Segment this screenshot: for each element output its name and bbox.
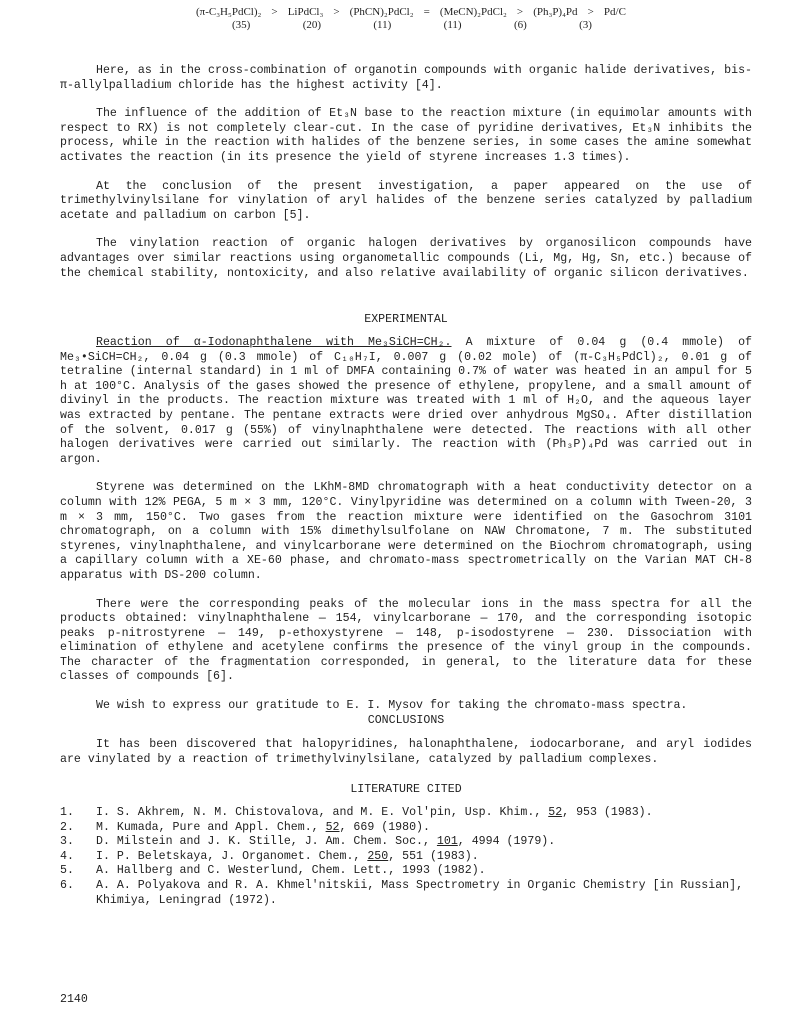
reference-volume: 250 [367, 849, 389, 863]
reference-text: A. Hallberg and C. Westerlund, Chem. Lett., 1993 (1982). [96, 864, 486, 878]
series-item: (π-C₃H₅PdCl)₂ [196, 6, 262, 18]
series-item: (Ph₃P)₄Pd [533, 6, 578, 18]
paragraph: There were the corresponding peaks of the molecular ions in the mass spectra for all the products obtained: vinylnaphthalene — 154, vinylcarborane — 170, and the corresponding isotopic peaks p-nitrostyrene — 149, p-ethoxystyrene — 148, p-isodostyrene — 230. Dissociation with elimination of ethylene and acetylene confirms the presence of the vinyl group in the compounds. The character of the fragmentation corresponded, in general, to the literature data for these classes of compounds [6]. [60, 597, 752, 684]
reference-item [60, 879, 752, 908]
series-value: (35) [232, 19, 251, 31]
series-item: LiPdCl₃ [287, 6, 324, 18]
experimental-section [60, 336, 752, 714]
paragraph: The vinylation reaction of organic halogen derivatives by organosilicon compounds have advantages over similar reactions using organometallic compounds (Li, Mg, Hg, Sn, etc.) because of the chemical stability, nontoxicity, and also relative availability of organic silicon derivatives. [60, 237, 752, 280]
reference-item [60, 864, 752, 879]
reference-text: M. Kumada, Pure and Appl. Chem., 52, 669 (1980). [96, 820, 430, 834]
paragraph [60, 336, 752, 467]
literature-heading: LITERATURE CITED [350, 783, 462, 796]
paragraph: Styrene was determined on the LKhM-8MD chromatograph with a heat conductivity detector on a column with 12% PEGA, 5 m × 3 mm, 120°C. Vinylpyridine was determined on a column with Tween-20, 3 m × 3 mm, 150°C. Two gases from the reaction mixture were identified on the Gasochrom 3101 chromatograph, on a column with 15% dimethylsulfolane on NAW Chromatone, 7 m. The substituted styrenes, vinylnaphthalene, and vinylcarborane were determined on the Biochrom chromatograph, using a capillary column with a XE-60 phase, and chromato-mass spectrometrically on the Varian MAT CH-8 apparatus with DS-200 column. [60, 481, 752, 582]
series-values [196, 19, 626, 32]
catalyst-activity-series [196, 6, 626, 32]
series-separator: > [333, 6, 340, 18]
series-item: (MeCN)₂PdCl₂ [439, 6, 507, 18]
series-value: (20) [302, 19, 322, 31]
conclusions-heading: CONCLUSIONS [367, 714, 445, 727]
paragraph: We wish to express our gratitude to E. I. Mysov for taking the chromato-mass spectra. [96, 699, 688, 713]
series-value: (11) [373, 19, 392, 31]
reference-number: 2. [60, 820, 74, 834]
reference-item [60, 821, 752, 836]
paragraph: Here, as in the cross-combination of organotin compounds with organic halide derivatives, bis-π-allylpalladium chloride has the highest activity [4]. [60, 64, 752, 92]
series-separator: = [423, 6, 430, 18]
series-value: (6) [513, 19, 527, 31]
conclusions-section [60, 738, 752, 767]
reference-number: 6. [60, 878, 74, 892]
series-separator: > [271, 6, 278, 18]
reference-volume: 101 [436, 835, 458, 849]
reference-volume: 52 [325, 820, 340, 834]
series-item: Pd/C [603, 6, 626, 18]
series-value: (11) [443, 19, 462, 31]
reference-text: I. P. Beletskaya, J. Organomet. Chem., 250, 551 (1983). [96, 849, 479, 863]
reference-number: 5. [60, 864, 74, 878]
series-item: (PhCN)₂PdCl₂ [349, 6, 414, 18]
reference-text: A. A. Polyakova and R. A. Khmel'nitskii, Mass Spectrometry in Organic Chemistry [in Russian], Khimiya, Leningrad (1972). [96, 878, 744, 907]
series-formulas [196, 6, 626, 19]
series-value: (3) [579, 19, 592, 31]
experimental-heading: EXPERIMENTAL [364, 313, 448, 326]
reference-number: 4. [60, 849, 74, 863]
discussion-section [60, 64, 752, 281]
paragraph: It has been discovered that halopyridines, halonaphthalene, iodocarborane, and aryl iodides are vinylated by a reaction of trimethylvinylsilane, catalyzed by palladium complexes. [60, 738, 752, 766]
reference-text: D. Milstein and J. K. Stille, J. Am. Chem. Soc., 101, 4994 (1979). [96, 835, 556, 849]
paragraph: The influence of the addition of Et₃N base to the reaction mixture (in equimolar amounts with respect to RX) is not completely clear-cut. In the case of pyridine derivatives, Et₃N inhibits the process, while in the reaction with halides of the benzene series, in some cases the amine somewhat activates the reaction (in its presence the yield of styrene increases 1.3 times). [60, 107, 752, 164]
reference-item [60, 835, 752, 850]
reference-volume: 52 [548, 806, 563, 819]
reference-item [60, 850, 752, 865]
page-number: 2140 [60, 993, 88, 1006]
paragraph: At the conclusion of the present investigation, a paper appeared on the use of trimethylvinylsilane for vinylation of aryl halides of the benzene series catalyzed by palladium acetate and palladium on carbon [5]. [60, 179, 752, 222]
paragraph-body: A mixture of 0.04 g (0.4 mmole) of Me₃•SiCH=CH₂, 0.04 g (0.3 mmole) of C₁₀H₇I, 0.007 g (0.02 mole) of (π-C₃H₅PdCl)₂, 0.01 g of tetraline (internal standard) in 1 ml of DMFA containing 0.7% of water was heated in an ampul for 5 h at 100°C. Analysis of the gases showed the presence of ethylene, propylene, and a small amount of divinyl in the products. The reaction mixture was treated with 1 ml of H₂O, and the aqueous layer was extracted by pentane. The pentane extracts were dried over anhydrous MgSO₄. After distillation of the solvent, 0.017 g (55%) of vinylnaphthalene were detected. The reactions with all other halogen derivatives were carried out similarly. The reaction with (Ph₃P)₄Pd was carried out in argon. [60, 336, 753, 466]
reference-text: I. S. Akhrem, N. M. Chistovalova, and M. E. Vol'pin, Usp. Khim., 52, 953 (1983). [96, 806, 653, 819]
series-separator: > [516, 6, 524, 18]
reference-number: 3. [60, 835, 74, 849]
reaction-title: Reaction of α-Iodonaphthalene with Me₃SiCH=CH₂. [96, 336, 452, 349]
reference-number: 1. [60, 806, 74, 819]
series-separator: > [587, 6, 594, 18]
reference-item [60, 806, 752, 821]
reference-list [60, 806, 752, 908]
